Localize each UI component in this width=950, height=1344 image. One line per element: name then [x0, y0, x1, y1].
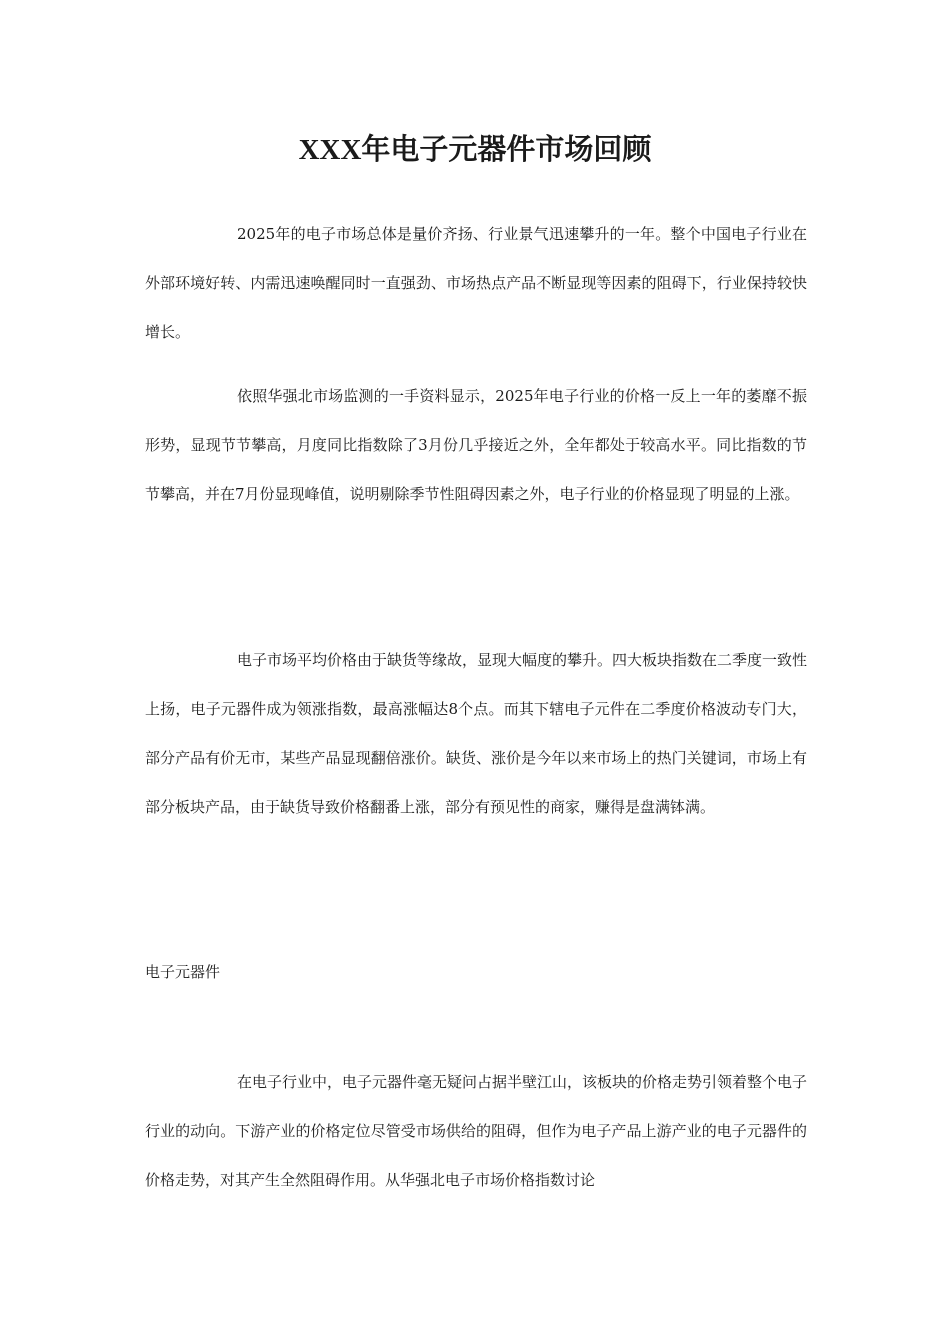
- paragraph-price-rise: 电子市场平均价格由于缺货等缘故，显现大幅度的攀升。四大板块指数在二季度一致性上扬，电子元器件成为领涨指数，最高涨幅达8个点。而其下辖电子元件在二季度价格波动专门大，部分产品有价无市，某些产品显现翻倍涨价。缺货、涨价是今年以来市场上的热门关键词，市场上有部分板块产品，由于缺货导致价格翻番上涨，部分有预见性的商家，赚得是盘满钵满。: [145, 651, 808, 816]
- paragraph-price-monitoring: 依照华强北市场监测的一手资料显示，2025年电子行业的价格一反上一年的萎靡不振形势，显现节节攀高，月度同比指数除了3月份几乎接近之外，全年都处于较高水平。同比指数的节节攀高，并在7月份显现峰值，说明剔除季节性阻碍因素之外，电子行业的价格显现了明显的上涨。: [145, 387, 807, 503]
- paragraph-components-section: 在电子行业中，电子元器件毫无疑问占据半壁江山，该板块的价格走势引领着整个电子行业的动向。下游产业的价格定位尽管受市场供给的阻碍，但作为电子产品上游产业的电子元器件的价格走势，对其产生全然阻碍作用。从华强北电子市场价格指数讨论: [145, 1073, 808, 1189]
- section-heading: 电子元器件: [145, 963, 221, 981]
- paragraph-market-overview: 2025年的电子市场总体是量价齐扬、行业景气迅速攀升的一年。整个中国电子行业在外部环境好转、内需迅速唤醒同时一直强劲、市场热点产品不断显现等因素的阻碍下，行业保持较快增长。: [145, 225, 807, 341]
- document-title: XXX年电子元器件市场回顾: [298, 134, 652, 166]
